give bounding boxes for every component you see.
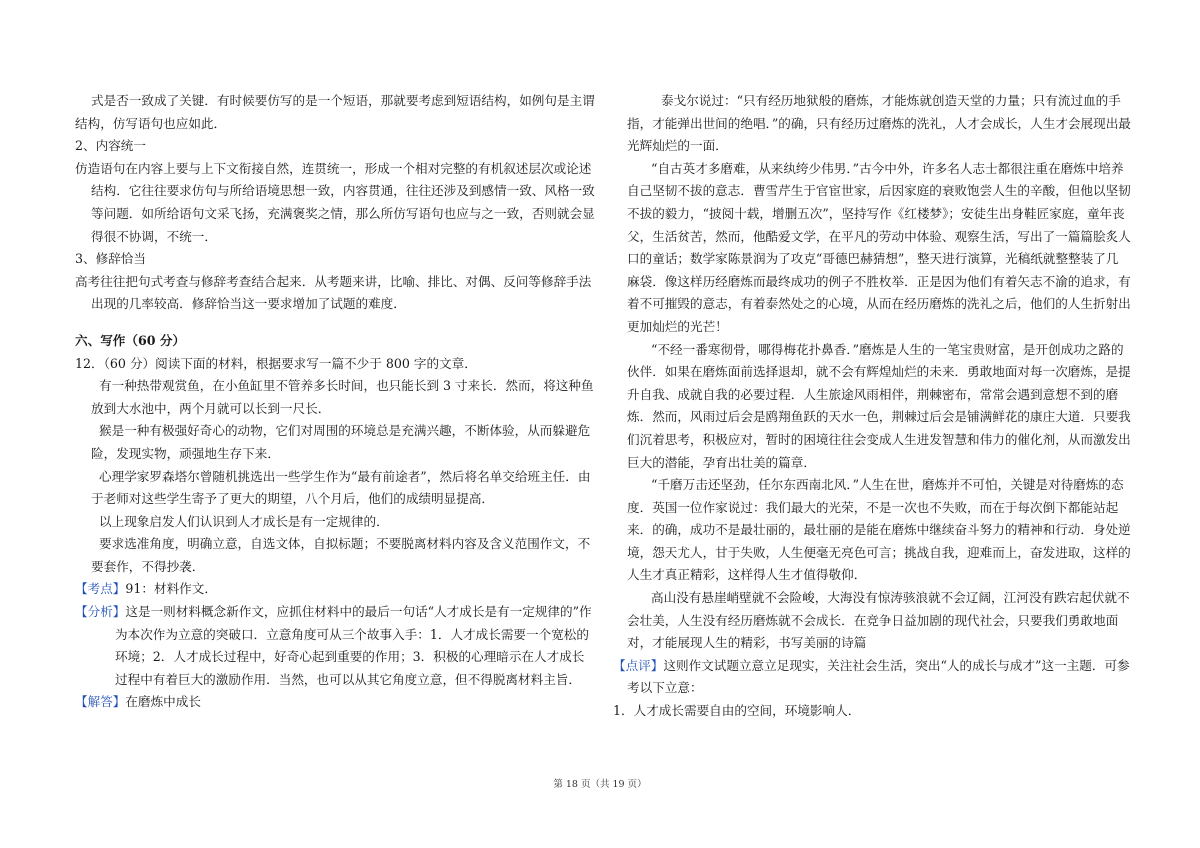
essay-paragraph-3: “不经一番寒彻骨，哪得梅花扑鼻香．”磨炼是人生的一笔宝贵财富，是开创成功之路的伙伴．如果在磨炼面前选择退却，就不会有辉煌灿烂的未来．勇敢地面对每一次磨炼，是提升自我、成就自我的必要过程．人生旅途风雨相伴，荆棘密布，常常会遇到意想不到的磨炼．然而，风雨过后会是鸥翔鱼跃的天水一色，荆棘过后会是铺满鲜花的康庄大道．只要我们沉着思考，积极应对，暂时的困境往往会变成人生进发智慧和伟力的催化剂，从而激发出巨大的潜能，孕育出壮美的篇章． xyxy=(627,341,1131,470)
analysis-text: 这是一则材料概念新作文，应抓住材料中的最后一句话“人才成长是有一定规律的”作为本次作为立意的突破口．立意角度可从三个故事入手：1．人才成长需要一个宽松的环境；2．人才成长过程中，好奇心起到重要的作用；3．积极的心理暗示在人才成长过程中有着巨大的激励作用．当然，也可以从其它角度立意，但不得脱离材料主旨． xyxy=(115,604,592,687)
material-fish: 有一种热带观赏鱼，在小鱼缸里不管养多长时间，也只能长到 3 寸来长．然而，将这种鱼放到大水池中，两个月就可以长到一尺长． xyxy=(91,378,594,416)
knowledge-point-tag: 【考点】 xyxy=(75,581,126,597)
paragraph-content-unity: 仿造语句在内容上要与上下文衔接自然，连贯统一，形成一个相对完整的有机叙述层次或论述结构．它往往要求仿句与所给语境思想一致，内容贯通，往往还涉及到感情一致、风格一致等问题．如所给语句文采飞扬，充满褒奖之情，那么所仿写语句也应与之一致，否则就会显得很不协调，不统一． xyxy=(75,160,595,244)
comment-text: 这则作文试题立意立足现实，关注社会生活，突出“人的成长与成才”这一主题．可参考以下立意： xyxy=(627,657,1130,696)
paragraph-rhetoric: 高考往往把句式考查与修辞考查结合起来．从考题来讲，比喻、排比、对偶、反问等修辞手法出现的几率较高．修辞恰当这一要求增加了试题的难度． xyxy=(75,273,592,312)
essay-paragraph-1: 泰戈尔说过：“只有经历地狱般的磨炼，才能炼就创造天堂的力量；只有流过血的手指，才能弹出世间的绝唱．”的确，只有经历过磨炼的洗礼，人才会成长，人生才会展现出最光辉灿烂的一面． xyxy=(627,93,1131,154)
essay-paragraph-2: “自古英才多磨难，从来纨绔少伟男．”古今中外，许多名人志士都很注重在磨炼中培养自己坚韧不拔的意志．曹雪芹生于官宦世家，后因家庭的衰败饱尝人生的辛酸，但他以坚韧不拔的毅力，“披阅十载，增删五次”，坚持写作《红楼梦》；安徒生出身鞋匠家庭，童年丧父，生活贫苦，然而，他酷爱文学，在平凡的劳动中体验、观察生活，写出了一篇篇脍炙人口的童话；数学家陈景润为了攻克“哥德巴赫猜想”，整天进行演算，光稿纸就整整装了几麻袋．像这样历经磨炼而最终成功的例子不胜枚举．正是因为他们有着矢志不渝的追求，有着不可摧毁的意志，有着泰然处之的心境，从而在经历磨炼的洗礼之后，他们的人生折射出更加灿烂的光芒！ xyxy=(627,160,1131,334)
comment xyxy=(613,655,1131,700)
knowledge-point-text: 91：材料作文． xyxy=(125,581,217,597)
question-12: 12．（60 分）阅读下面的材料，根据要求写一篇不少于 800 字的文章． xyxy=(75,355,477,371)
page-footer: 第 18 页（共 19 页） xyxy=(553,779,647,790)
heading-rhetoric: 3、修辞恰当 xyxy=(75,251,146,267)
suggestion-item-1: 1．人才成长需要自由的空间，环境影响人． xyxy=(613,703,861,719)
left-column xyxy=(75,90,595,714)
right-column xyxy=(613,90,1131,723)
essay-paragraph-5: 高山没有悬崖峭壁就不会险峻，大海没有惊涛骇浪就不会辽阔，江河没有跌宕起伏就不会壮美，人生没有经历磨炼就不会成长．在竞争日益加剧的现代社会，只要我们勇敢地面对，才能展现人生的精彩，书写美丽的诗篇 xyxy=(627,590,1130,651)
paragraph-structure-end: 式是否一致成了关键．有时候要仿写的是一个短语，那就要考虑到短语结构，如例句是主谓结构，仿写语句也应如此． xyxy=(75,93,595,131)
essay-paragraph-4: “千磨万击还坚劲，任尔东西南北风．”人生在世，磨炼并不可怕，关键是对待磨炼的态度．英国一位作家说过：我们最大的光荣，不是一次也不失败，而在于每次倒下都能站起来．的确，成功不是最壮丽的，最壮丽的是能在磨炼中继续奋斗努力的精神和行动．身处逆境，怨天尤人，甘于失败，人生便毫无亮色可言；挑战自我，迎难而上，奋发进取，这样的人生才真正精彩，这样得人生才值得敬仰． xyxy=(627,477,1131,583)
analysis xyxy=(75,601,595,691)
material-monkey: 猴是一种有极强好奇心的动物，它们对周围的环境总是充满兴趣，不断体验，从而躲避危险，发现实物，顽强地生存下来． xyxy=(91,423,591,461)
material-conclusion: 以上现象启发人们认识到人才成长是有一定规律的． xyxy=(99,513,389,529)
comment-tag: 【点评】 xyxy=(613,657,664,673)
answer-tag: 【解答】 xyxy=(75,694,126,710)
section-title-writing: 六、写作（60 分） xyxy=(75,332,186,348)
answer-title: 在磨炼中成长 xyxy=(125,694,201,710)
analysis-tag: 【分析】 xyxy=(75,604,126,620)
heading-content-unity: 2、内容统一 xyxy=(75,138,146,154)
knowledge-point xyxy=(75,578,595,601)
material-psychologist: 心理学家罗森塔尔曾随机挑选出一些学生作为“最有前途者”，然后将名单交给班主任．由于老师对这些学生寄予了更大的期望，八个月后，他们的成绩明显提高． xyxy=(91,468,591,507)
material-requirements: 要求选准角度，明确立意，自选文体，自拟标题；不要脱离材料内容及含义范围作文，不要套作，不得抄袭． xyxy=(91,536,591,574)
answer xyxy=(75,691,595,714)
